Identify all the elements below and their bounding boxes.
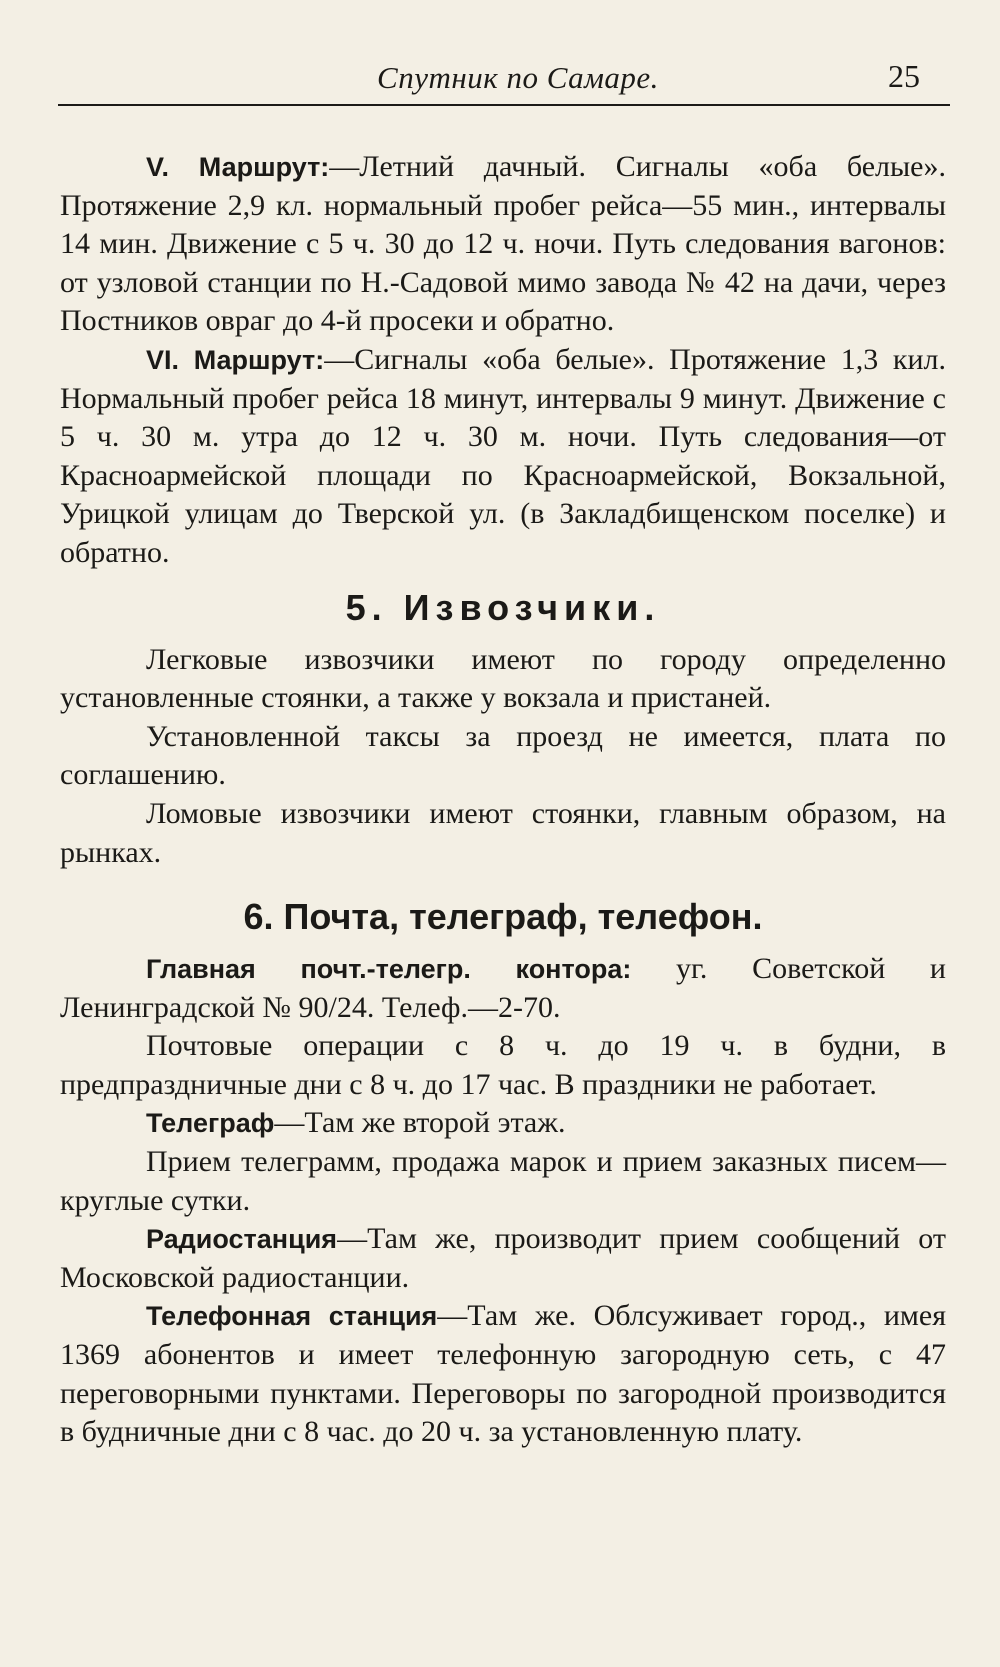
cabs-paragraph-3: Ломовые извозчики имеют стоянки, главным образом, на рынках. [60,796,946,869]
route-6-paragraph [60,341,946,573]
page-number: 25 [888,58,920,94]
main-office-label: Главная почт.-телегр. контора: [146,954,632,985]
radio-paragraph [60,1220,946,1297]
telegraph-hours-paragraph: Прием телеграмм, продажа марок и прием заказных писем—круглые сутки. [60,1145,946,1217]
main-office-text: уг. Советской и Ленинградской № 90/24. Телеф.—2-70. [60,952,946,1024]
phone-station-paragraph [60,1297,946,1451]
telegraph-paragraph [60,1104,946,1143]
route-5-paragraph [60,148,946,341]
route-5-label: V. Маршрут: [146,152,330,182]
phone-station-label: Телефонная станция [146,1301,438,1332]
page-header [58,58,950,106]
post-hours-paragraph: Почтовые операции с 8 ч. до 19 ч. в будни, в предпраздничные дни с 8 ч. до 17 час. В праздники не работает. [60,1029,946,1101]
phone-station-text: —Там же. Облсуживает город., имея 1369 абонентов и имеет телефонную загородную сеть, с 47 переговорными пунктами. Переговоры по загородной производится в будничные дни с 8 час. до 20 ч. за установленную плату. [60,1299,947,1449]
page-body [60,148,946,1452]
main-office-paragraph [60,950,946,1027]
running-title: Спутник по Самаре. [377,60,659,95]
cabs-paragraph-1: Легковые извозчики имеют по городу определенно установленные стоянки, а также у вокзала и пристаней. [60,642,946,715]
radio-text: —Там же, производит прием сообщений от Московской радиостанции. [60,1222,946,1294]
telegraph-label: Телеграф [146,1108,275,1139]
radio-label: Радиостанция [146,1224,338,1255]
route-5-text: —Летний дачный. Сигналы «оба белые». Протяжение 2,9 кл. нормальный пробег рейса—55 мин., интервалы 14 мин. Движение с 5 ч. 30 до 12 ч. ночи. Путь следования вагонов: от узловой станции по Н.-Садовой мимо завода № 42 на дачи, через Постников овраг до 4-й просеки и обратно. [60,150,946,338]
cabs-paragraph-2: Установленной таксы за проезд не имеется, плата по соглашению. [60,719,946,792]
route-6-text: —Сигналы «оба белые». Протяжение 1,3 кил. Нормальный пробег рейса 18 минут, интервалы 9 минут. Движение с 5 ч. 30 м. утра до 12 ч. 30 м. ночи. Путь следования—от Красноармейской площади по Красноармейской, Вокзальной, Урицкой улицам до Тверской ул. (в Закладбищенском поселке) и обратно. [60,342,947,569]
telegraph-text: —Там же второй этаж. [274,1106,566,1140]
route-6-label: VI. Маршрут: [146,344,325,375]
section-heading-cabs: 5. Извозчики. [345,586,661,628]
section-heading-post: 6. Почта, телеграф, телефон. [243,896,763,938]
